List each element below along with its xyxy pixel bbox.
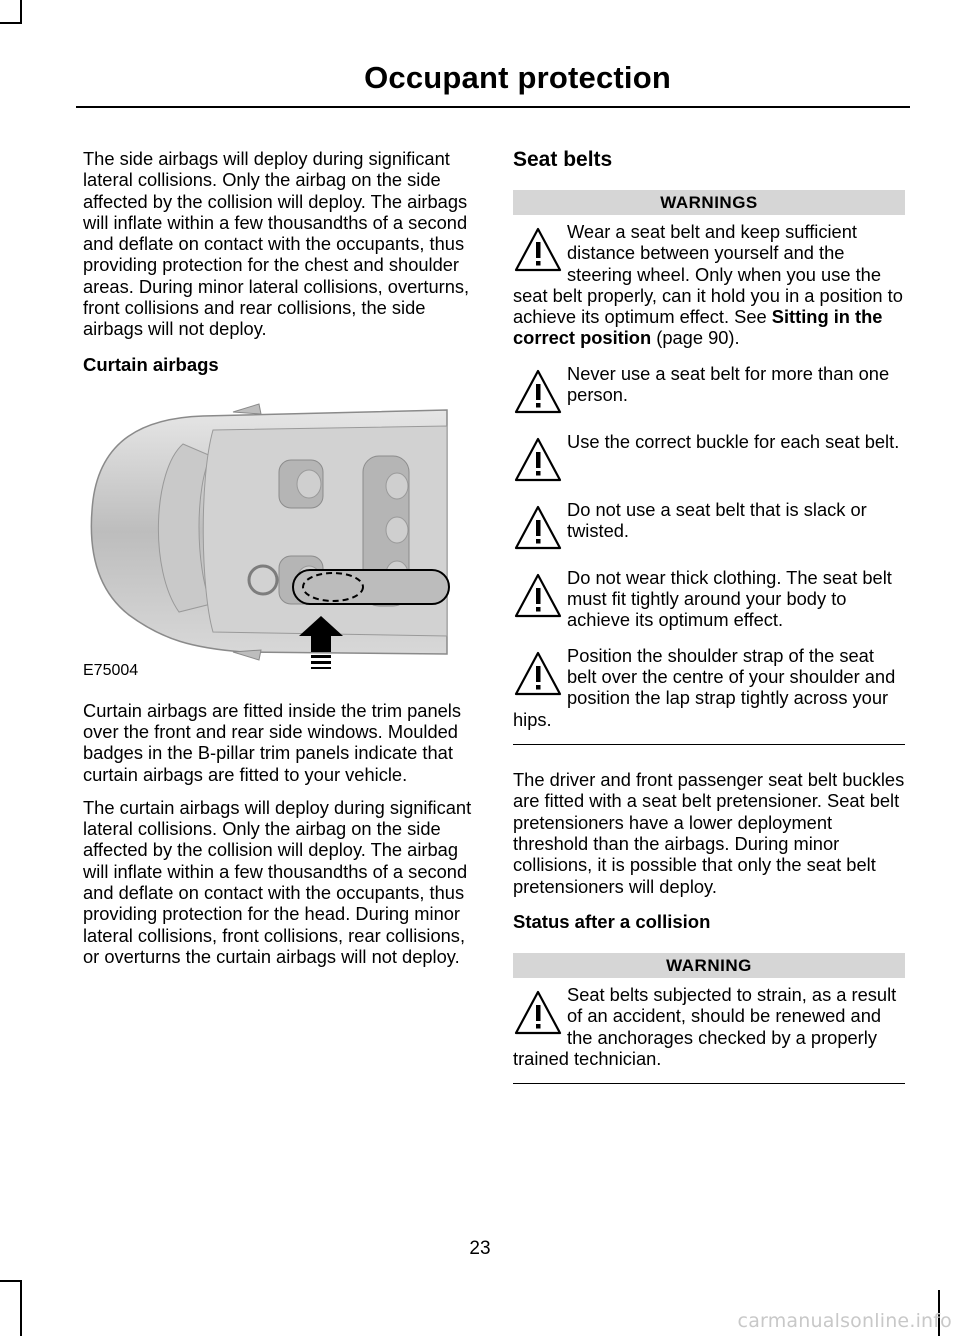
page-number: 23	[469, 1238, 491, 1259]
pretensioner-paragraph: The driver and front passenger seat belt buckles are fitted with a seat belt pretensioner. Seat belt pretensioners have a lower deployment threshold than the airbags. During minor collisions, it is possible that only the seat belt pretensioners will deploy.	[513, 769, 905, 897]
side-airbag-paragraph: The side airbags will deploy during significant lateral collisions. Only the airbag on the side affected by the collision will deploy. The airbags will inflate within a few thousandths of a second and deflate on contact with the occupants, thus providing protection for the chest and shoulder areas. During minor lateral collisions, overturns, front collisions and rear collisions, the side airbags will not deploy.	[83, 148, 470, 340]
warning-triangle-icon	[513, 571, 563, 621]
warning-4-text: Do not use a seat belt that is slack or twisted.	[567, 498, 867, 542]
warning-triangle-icon	[513, 649, 563, 699]
warning-item	[513, 984, 905, 1069]
curtain-airbag-illustration	[83, 390, 475, 686]
warning-5-text: Do not wear thick clothing. The seat belt must fit tightly around your body to achieve its optimum effect.	[567, 566, 892, 631]
warning-7-text: Seat belts subjected to strain, as a result of an accident, should be renewed and the anchorages checked by a properly trained technician.	[513, 983, 897, 1069]
warning-item	[513, 567, 905, 631]
warning-6-text: Position the shoulder strap of the seat belt over the centre of your shoulder and position the lap strap tightly across your hips.	[513, 644, 896, 730]
warning-triangle-icon	[513, 503, 563, 553]
warning-triangle-icon	[513, 367, 563, 417]
curtain-airbags-heading: Curtain airbags	[83, 353, 219, 375]
warning-triangle-icon	[513, 988, 563, 1038]
warning-item	[513, 499, 905, 553]
curtain-fitting-paragraph: Curtain airbags are fitted inside the trim panels over the front and rear side windows. Moulded badges in the B-pillar trim panels indicate that curtain airbags are fitted to your vehicle.	[83, 699, 462, 785]
warning-item	[513, 363, 905, 417]
crop-mark-bottom-left-h	[0, 1280, 22, 1282]
warning-3-text: Use the correct buckle for each seat belt.	[567, 430, 900, 452]
warning-item	[513, 221, 905, 349]
header-divider	[76, 106, 910, 108]
warnings-banner: WARNINGS	[513, 190, 905, 215]
warning-1-page: (page 90).	[651, 327, 740, 349]
left-column	[83, 148, 475, 979]
seat-belts-heading: Seat belts	[513, 148, 613, 171]
crop-mark-top-left-v	[20, 0, 22, 24]
warning-banner: WARNING	[513, 953, 905, 978]
cross-reference-link[interactable]: Sitting in the correct position	[513, 306, 883, 349]
warning-1-text: Wear a seat belt and keep sufficient distance between yourself and the steering wheel. Only when you use the seat belt properly, can it hold you in a position to achieve its optimum effect. See	[513, 221, 903, 328]
warning-item	[513, 431, 905, 485]
vehicle-top-view-illustration	[83, 390, 475, 686]
right-column	[513, 148, 905, 1108]
warning-end-divider	[513, 1083, 905, 1084]
crop-mark-top-left-h	[0, 22, 22, 24]
warning-text	[513, 221, 905, 349]
page-title: Occupant protection	[364, 60, 671, 95]
curtain-deploy-paragraph: The curtain airbags will deploy during significant lateral collisions. Only the airbag on the side affected by the collision will deploy. The airbag will inflate within a few thousandths of a second and deflate on contact with the occupants, thus providing protection for the head. During minor lateral collisions, front collisions, rear collisions, or overturns the curtain airbags will not deploy.	[83, 796, 472, 967]
status-after-collision-heading: Status after a collision	[513, 910, 711, 932]
warning-triangle-icon	[513, 225, 563, 275]
warning-item	[513, 645, 905, 730]
warning-triangle-icon	[513, 435, 563, 485]
watermark: carmanualsonline.info	[737, 1310, 952, 1332]
crop-mark-bottom-left-v	[20, 1280, 22, 1336]
warning-2-text: Never use a seat belt for more than one person.	[567, 362, 890, 406]
warnings-end-divider	[513, 744, 905, 745]
figure-code: E75004	[83, 661, 139, 679]
